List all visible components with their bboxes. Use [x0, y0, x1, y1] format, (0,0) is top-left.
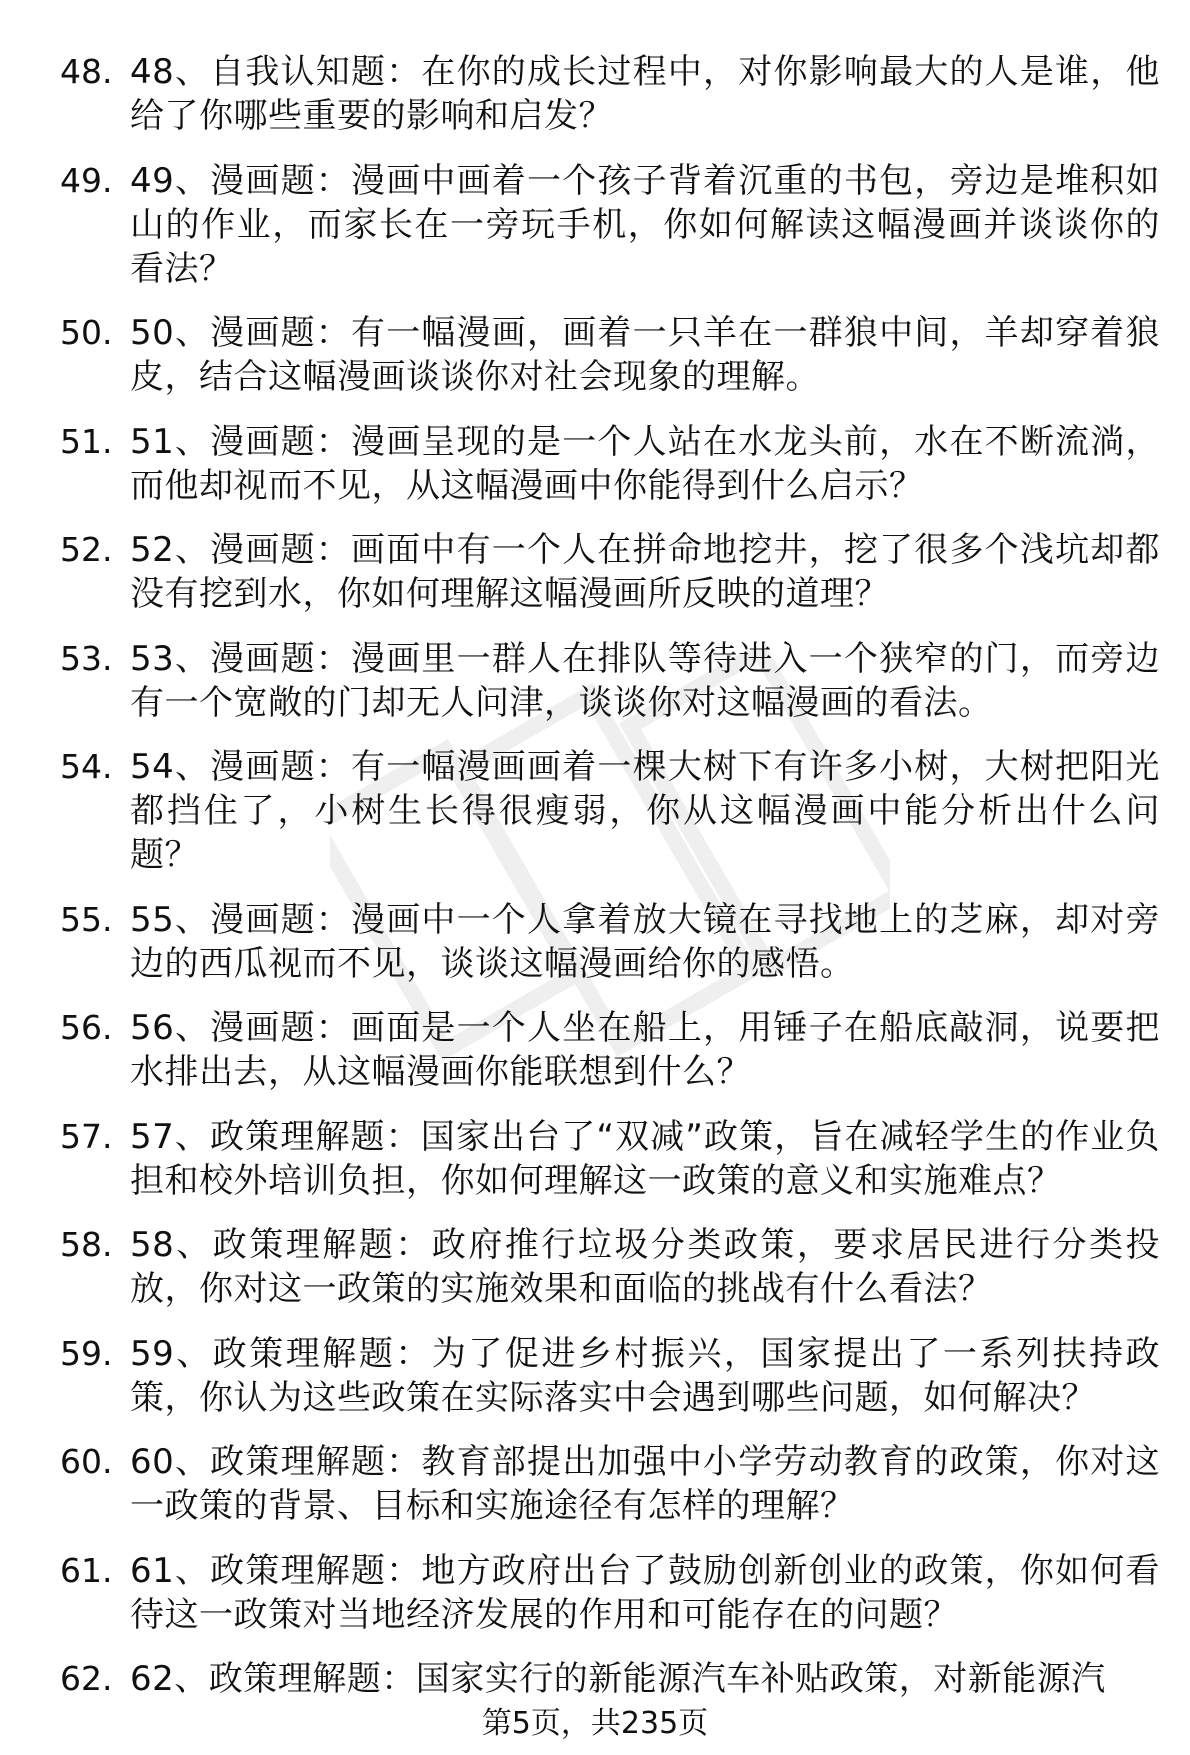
question-text: 54、漫画题：有一幅漫画画着一棵大树下有许多小树，大树把阳光都挡住了，小树生长得很瘦弱，你从这幅漫画中能分析出什么问题？: [130, 747, 1160, 875]
list-item: [60, 898, 1160, 986]
list-item: [60, 420, 1160, 508]
question-text: 59、政策理解题：为了促进乡村振兴，国家提出了一系列扶持政策，你认为这些政策在实际落实中会遇到哪些问题，如何解决？: [130, 1333, 1160, 1418]
question-number: 51.: [60, 421, 113, 461]
question-text: 51、漫画题：漫画呈现的是一个人站在水龙头前，水在不断流淌，而他却视而不见，从这幅漫画中你能得到什么启示？: [130, 421, 1160, 506]
list-item: [60, 1549, 1160, 1637]
list-item: [60, 1223, 1160, 1311]
list-item: [60, 50, 1160, 138]
question-number: 55.: [60, 899, 113, 939]
list-item: [60, 528, 1160, 616]
question-number: 48.: [60, 52, 113, 91]
question-text: 57、政策理解题：国家出台了“双减”政策，旨在减轻学生的作业负担和校外培训负担，你如何理解这一政策的意义和实施难点？: [130, 1116, 1160, 1201]
question-number: 60.: [60, 1442, 113, 1481]
question-number: 52.: [60, 530, 113, 569]
question-text: 48、自我认知题：在你的成长过程中，对你影响最大的人是谁，他给了你哪些重要的影响和启发？: [130, 52, 1160, 136]
question-text: 56、漫画题：画面是一个人坐在船上，用锤子在船底敲洞，说要把水排出去，从这幅漫画你能联想到什么？: [130, 1008, 1160, 1092]
list-item: [60, 159, 1160, 291]
question-text: 60、政策理解题：教育部提出加强中小学劳动教育的政策，你对这一政策的背景、目标和实施途径有怎样的理解？: [130, 1442, 1160, 1526]
question-number: 54.: [60, 747, 113, 786]
question-number: 62.: [60, 1659, 113, 1698]
question-number: 49.: [60, 160, 113, 200]
list-item: [60, 637, 1160, 725]
question-number: 53.: [60, 638, 113, 678]
question-text: 49、漫画题：漫画中画着一个孩子背着沉重的书包，旁边是堆积如山的作业，而家长在一旁玩手机，你如何解读这幅漫画并谈谈你的看法？: [130, 160, 1160, 289]
list-item: [60, 1440, 1160, 1528]
list-item: [60, 1657, 1160, 1701]
question-number: 50.: [60, 313, 113, 352]
question-number: 58.: [60, 1225, 113, 1264]
question-number: 61.: [60, 1550, 113, 1590]
list-item: [60, 1332, 1160, 1420]
list-item: [60, 745, 1160, 877]
question-text: 50、漫画题：有一幅漫画，画着一只羊在一群狼中间，羊却穿着狼皮，结合这幅漫画谈谈你对社会现象的理解。: [130, 313, 1160, 397]
question-text: 58、政策理解题：政府推行垃圾分类政策，要求居民进行分类投放，你对这一政策的实施效果和面临的挑战有什么看法？: [130, 1225, 1160, 1309]
page-number-footer: 第5页，共235页: [481, 1706, 709, 1741]
question-text: 53、漫画题：漫画里一群人在排队等待进入一个狭窄的门，而旁边有一个宽敞的门却无人问津，谈谈你对这幅漫画的看法。: [130, 638, 1160, 723]
question-number: 56.: [60, 1008, 113, 1047]
question-list: [60, 50, 1160, 1722]
list-item: [60, 1115, 1160, 1203]
question-text: 55、漫画题：漫画中一个人拿着放大镜在寻找地上的芝麻，却对旁边的西瓜视而不见，谈谈这幅漫画给你的感悟。: [130, 899, 1160, 984]
list-item: [60, 311, 1160, 399]
question-number: 59.: [60, 1333, 113, 1373]
list-item: [60, 1006, 1160, 1094]
question-text: 62、政策理解题：国家实行的新能源汽车补贴政策，对新能源汽: [130, 1659, 1106, 1699]
question-text: 61、政策理解题：地方政府出台了鼓励创新创业的政策，你如何看待这一政策对当地经济发展的作用和可能存在的问题？: [130, 1550, 1160, 1635]
question-number: 57.: [60, 1116, 113, 1156]
question-text: 52、漫画题：画面中有一个人在拼命地挖井，挖了很多个浅坑却都没有挖到水，你如何理解这幅漫画所反映的道理？: [130, 530, 1160, 614]
